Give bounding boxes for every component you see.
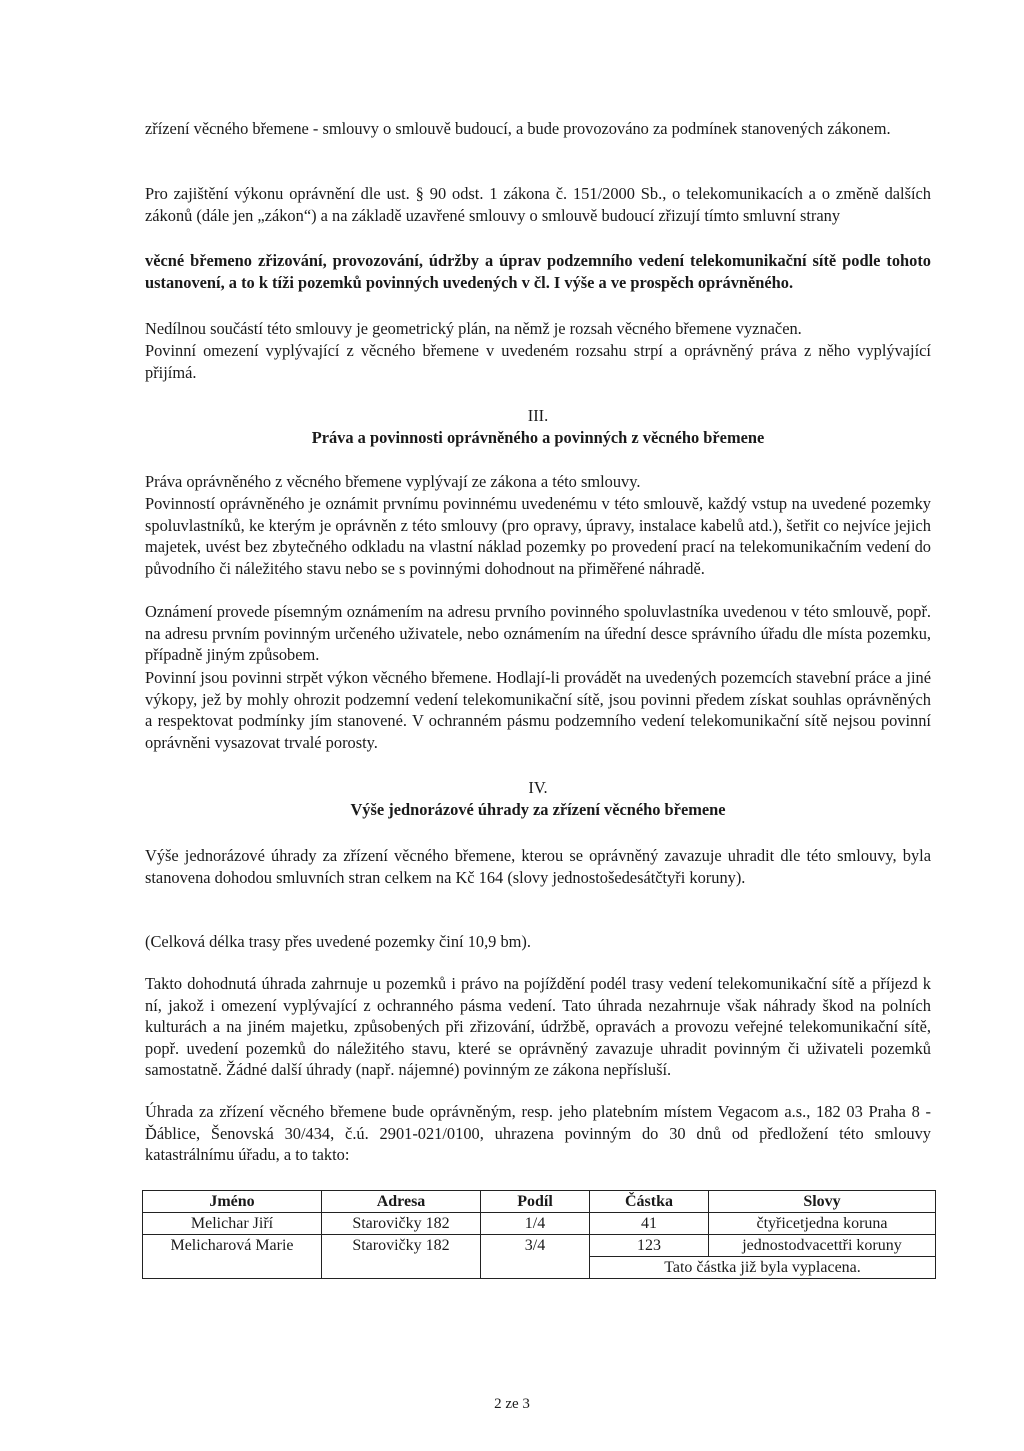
table-cell: 123 [590,1235,709,1257]
page-number: 2 ze 3 [494,1396,530,1412]
section-title: Práva a povinnosti oprávněného a povinných z věcného břemene [311,428,765,447]
paragraph: Pro zajištění výkonu oprávnění dle ust. § 90 odst. 1 zákona č. 151/2000 Sb., o telekomunikacích a o změně dalších zákonů (dále jen „zákon“) a na základě uzavřené smlouvy o smlouvě budoucí zřizují tímto smluvní strany [145,184,931,225]
column-header: Podíl [481,1191,590,1213]
paragraph: Povinní omezení vyplývající z věcného břemene v uvedeném rozsahu strpí a oprávněný práva z něho vyplývající přijímá. [145,341,931,382]
paragraph: (Celková délka trasy přes uvedené pozemky činí 10,9 bm). [145,932,531,951]
table-cell: Starovičky 182 [322,1235,481,1279]
section-title: Výše jednorázové úhrady za zřízení věcného břemene [350,800,726,819]
table-row [143,1235,936,1257]
paragraph: Povinní jsou povinni strpět výkon věcného břemene. Hodlají-li provádět na uvedených pozemcích stavební práce a jiné výkopy, jež by mohly ohrozit podzemní vedení telekomunikační sítě, jsou povinni předem získat souhlas oprávněných a respektovat podmínky jím stanovené. V ochranném pásmu podzemního vedení telekomunikační sítě nejsou povinní oprávněni vysazovat trvalé porosty. [145,668,931,752]
paragraph: zřízení věcného břemene - smlouvy o smlouvě budoucí, a bude provozováno za podmínek stanovených zákonem. [145,119,891,138]
paragraph: Nedílnou součástí této smlouvy je geometrický plán, na němž je rozsah věcného břemene vyznačen. [145,319,802,338]
column-header: Slovy [709,1191,936,1213]
table-header-row [143,1191,936,1213]
section-number: III. [527,406,549,425]
column-header: Adresa [322,1191,481,1213]
column-header: Částka [590,1191,709,1213]
table-cell: Melichar Jiří [143,1213,322,1235]
table-cell: 3/4 [481,1235,590,1279]
paragraph-bold: věcné břemeno zřizování, provozování, údržby a úprav podzemního vedení telekomunikační sítě podle tohoto ustanovení, a to k tíži pozemků povinných uvedených v čl. I výše a ve prospěch oprávněného. [145,251,931,292]
table-cell: 41 [590,1213,709,1235]
table-cell: 1/4 [481,1213,590,1235]
paragraph: Oznámení provede písemným oznámením na adresu prvního povinného spoluvlastníka uvedenou v této smlouvě, popř. na adresu prvním povinným určeného uživatele, nebo oznámením na úřední desce správního úřadu dle místa pozemku, případně jiným způsobem. [145,602,931,665]
table-cell: Melicharová Marie [143,1235,322,1279]
paragraph: Úhrada za zřízení věcného břemene bude oprávněným, resp. jeho platebním místem Vegacom a.s., 182 03 Praha 8 - Ďáblice, Šenovská 30/434, č.ú. 2901-021/0100, uhrazena povinným do 30 dnů od předložení této smlouvy katastrálnímu úřadu, a to takto: [145,1102,931,1165]
column-header: Jméno [143,1191,322,1213]
table-cell: Starovičky 182 [322,1213,481,1235]
paragraph: Práva oprávněného z věcného břemene vyplývají ze zákona a této smlouvy. [145,472,641,491]
payment-table [142,1190,936,1279]
table-cell: čtyřicetjedna koruna [709,1213,936,1235]
table-row [143,1213,936,1235]
paragraph: Povinností oprávněného je oznámit prvnímu povinnému uvedenému v této smlouvě, každý vstup na uvedené pozemky spoluvlastníků, ke kterým je oprávněn z této smlouvy (pro opravy, úpravy, instalace kabelů atd.), šetřit co nejvíce jejich majetek, uvést bez zbytečného odkladu na vlastní náklad pozemky po provedení prací na telekomunikačním vedení do původního či náležitého stavu nebo se s povinnými dohodnout na přiměřené náhradě. [145,494,931,578]
paragraph: Takto dohodnutá úhrada zahrnuje u pozemků i právo na pojíždění podél trasy vedení telekomunikační sítě a příjezd k ní, jakož i omezení vyplývající z ochranného pásma vedení. Tato úhrada nezahrnuje však náhrady škod na polních kulturách a na jiném majetku, způsobených při zřizování, údržbě, opravách a provozu veřejné telekomunikační sítě, popř. uvedení pozemků do náležitého stavu, které se oprávněný zavazuje uhradit povinným či uživateli pozemků samostatně. Žádné další úhrady (např. nájemné) povinným ze zákona nepřísluší. [145,974,931,1080]
section-number: IV. [528,778,548,797]
table-note: Tato částka již byla vyplacena. [590,1257,936,1279]
paragraph: Výše jednorázové úhrady za zřízení věcného břemene, kterou se oprávněný zavazuje uhradit dle této smlouvy, byla stanovena dohodou smluvních stran celkem na Kč 164 (slovy jednostošedesátčtyři koruny). [145,846,931,887]
table-cell: jednostodvacettři koruny [709,1235,936,1257]
